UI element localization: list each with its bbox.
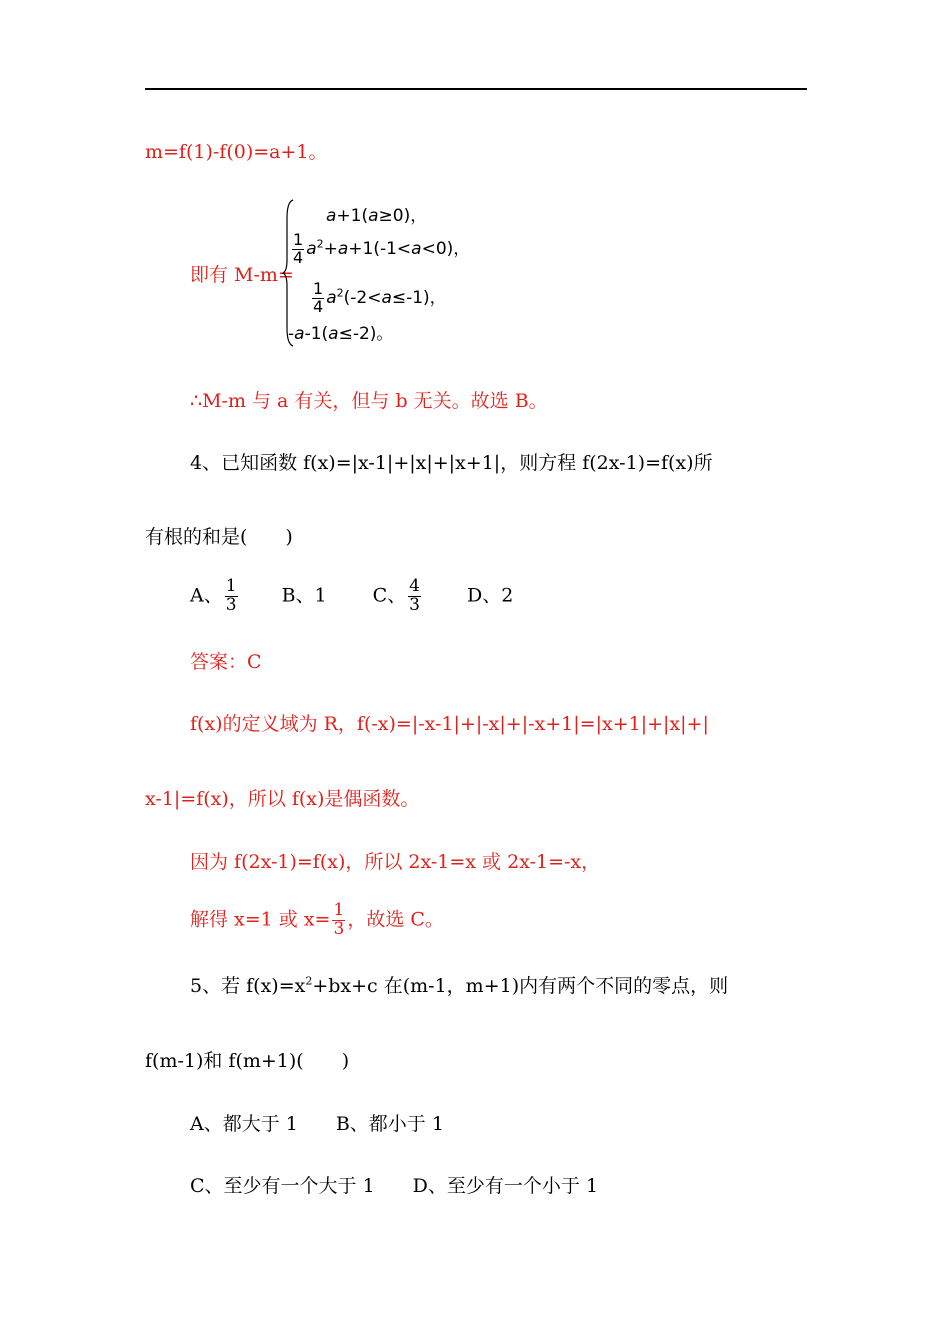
solution-4-pre: 解得 x=1 或 x= — [190, 908, 331, 931]
case-1-expr: a+1(a≥0)， — [326, 206, 428, 226]
question-5-line-2: f(m-1)和 f(m+1)( ) — [145, 1050, 350, 1072]
option-a-label: A、 — [190, 584, 223, 607]
piecewise-case-4 — [288, 326, 393, 343]
question-4-line-1: 4、已知函数 f(x)=|x-1|+|x|+|x+1|，则方程 f(2x-1)=f(x)所 — [190, 452, 713, 474]
case-2-den: 4 — [293, 247, 304, 267]
option-d: D、2 — [467, 584, 514, 607]
option-c-fraction — [408, 578, 421, 615]
solution-mm-label: 即有 M-m= — [190, 264, 294, 286]
piecewise-case-1 — [326, 208, 427, 225]
solution-4-fraction — [332, 902, 345, 939]
header-rule — [145, 88, 807, 90]
question-4-answer: 答案：C — [190, 651, 262, 673]
question-4-solution-line-2: x-1|=f(x)，所以 f(x)是偶函数。 — [145, 788, 420, 810]
option-a-num: 1 — [225, 576, 237, 596]
option-a-den: 3 — [225, 594, 237, 615]
case-3-fraction — [312, 281, 324, 316]
option-a-fraction — [225, 578, 238, 615]
question-4-solution-line-4 — [190, 902, 444, 939]
piecewise-case-2 — [290, 232, 470, 267]
piecewise-case-3 — [310, 281, 447, 316]
case-2-num: 1 — [293, 230, 304, 249]
question-5-options-cd: C、至少有一个大于 1 D、至少有一个小于 1 — [190, 1175, 599, 1197]
q5-pre: 5、若 f(x)=x — [190, 975, 306, 997]
case-2-expr: $a^2+a+1(-1<a<0)$， — [306, 237, 471, 260]
case-3-den: 4 — [313, 296, 324, 316]
conclusion-q3: ∴M-m 与 a 有关，但与 b 无关。故选 B。 — [190, 390, 548, 412]
question-4-solution-line-3: 因为 f(2x-1)=f(x)，所以 2x-1=x 或 2x-1=-x， — [190, 851, 601, 873]
option-b: B、1 — [281, 584, 327, 607]
case-3-expr: $a^2(-2<a\le-1)$， — [326, 286, 447, 309]
option-c-den: 3 — [409, 594, 420, 615]
question-4-solution-line-1: f(x)的定义域为 R，f(-x)=|-x-1|+|-x|+|-x+1|=|x+1|+|x|+| — [190, 713, 709, 735]
solution-4-post: ，故选 C。 — [347, 908, 444, 931]
option-c-label: C、 — [372, 584, 407, 607]
solution-line-m: m=f(1)-f(0)=a+1。 — [145, 141, 328, 163]
question-4-options — [190, 578, 513, 615]
solution-4-den: 3 — [333, 918, 345, 939]
question-5-options-ab: A、都大于 1 B、都小于 1 — [190, 1113, 444, 1135]
case-4-expr: -a-1(a≤-2)。 — [288, 324, 394, 344]
q5-superscript: 2 — [305, 974, 313, 988]
q5-post: +bx+c 在(m-1，m+1)内有两个不同的零点，则 — [312, 975, 729, 997]
case-3-num: 1 — [313, 279, 324, 298]
option-c-num: 4 — [409, 576, 420, 596]
case-2-fraction — [292, 232, 304, 267]
question-4-line-2: 有根的和是( ) — [145, 526, 293, 548]
question-5-line-1 — [190, 974, 729, 997]
solution-4-num: 1 — [333, 900, 345, 920]
